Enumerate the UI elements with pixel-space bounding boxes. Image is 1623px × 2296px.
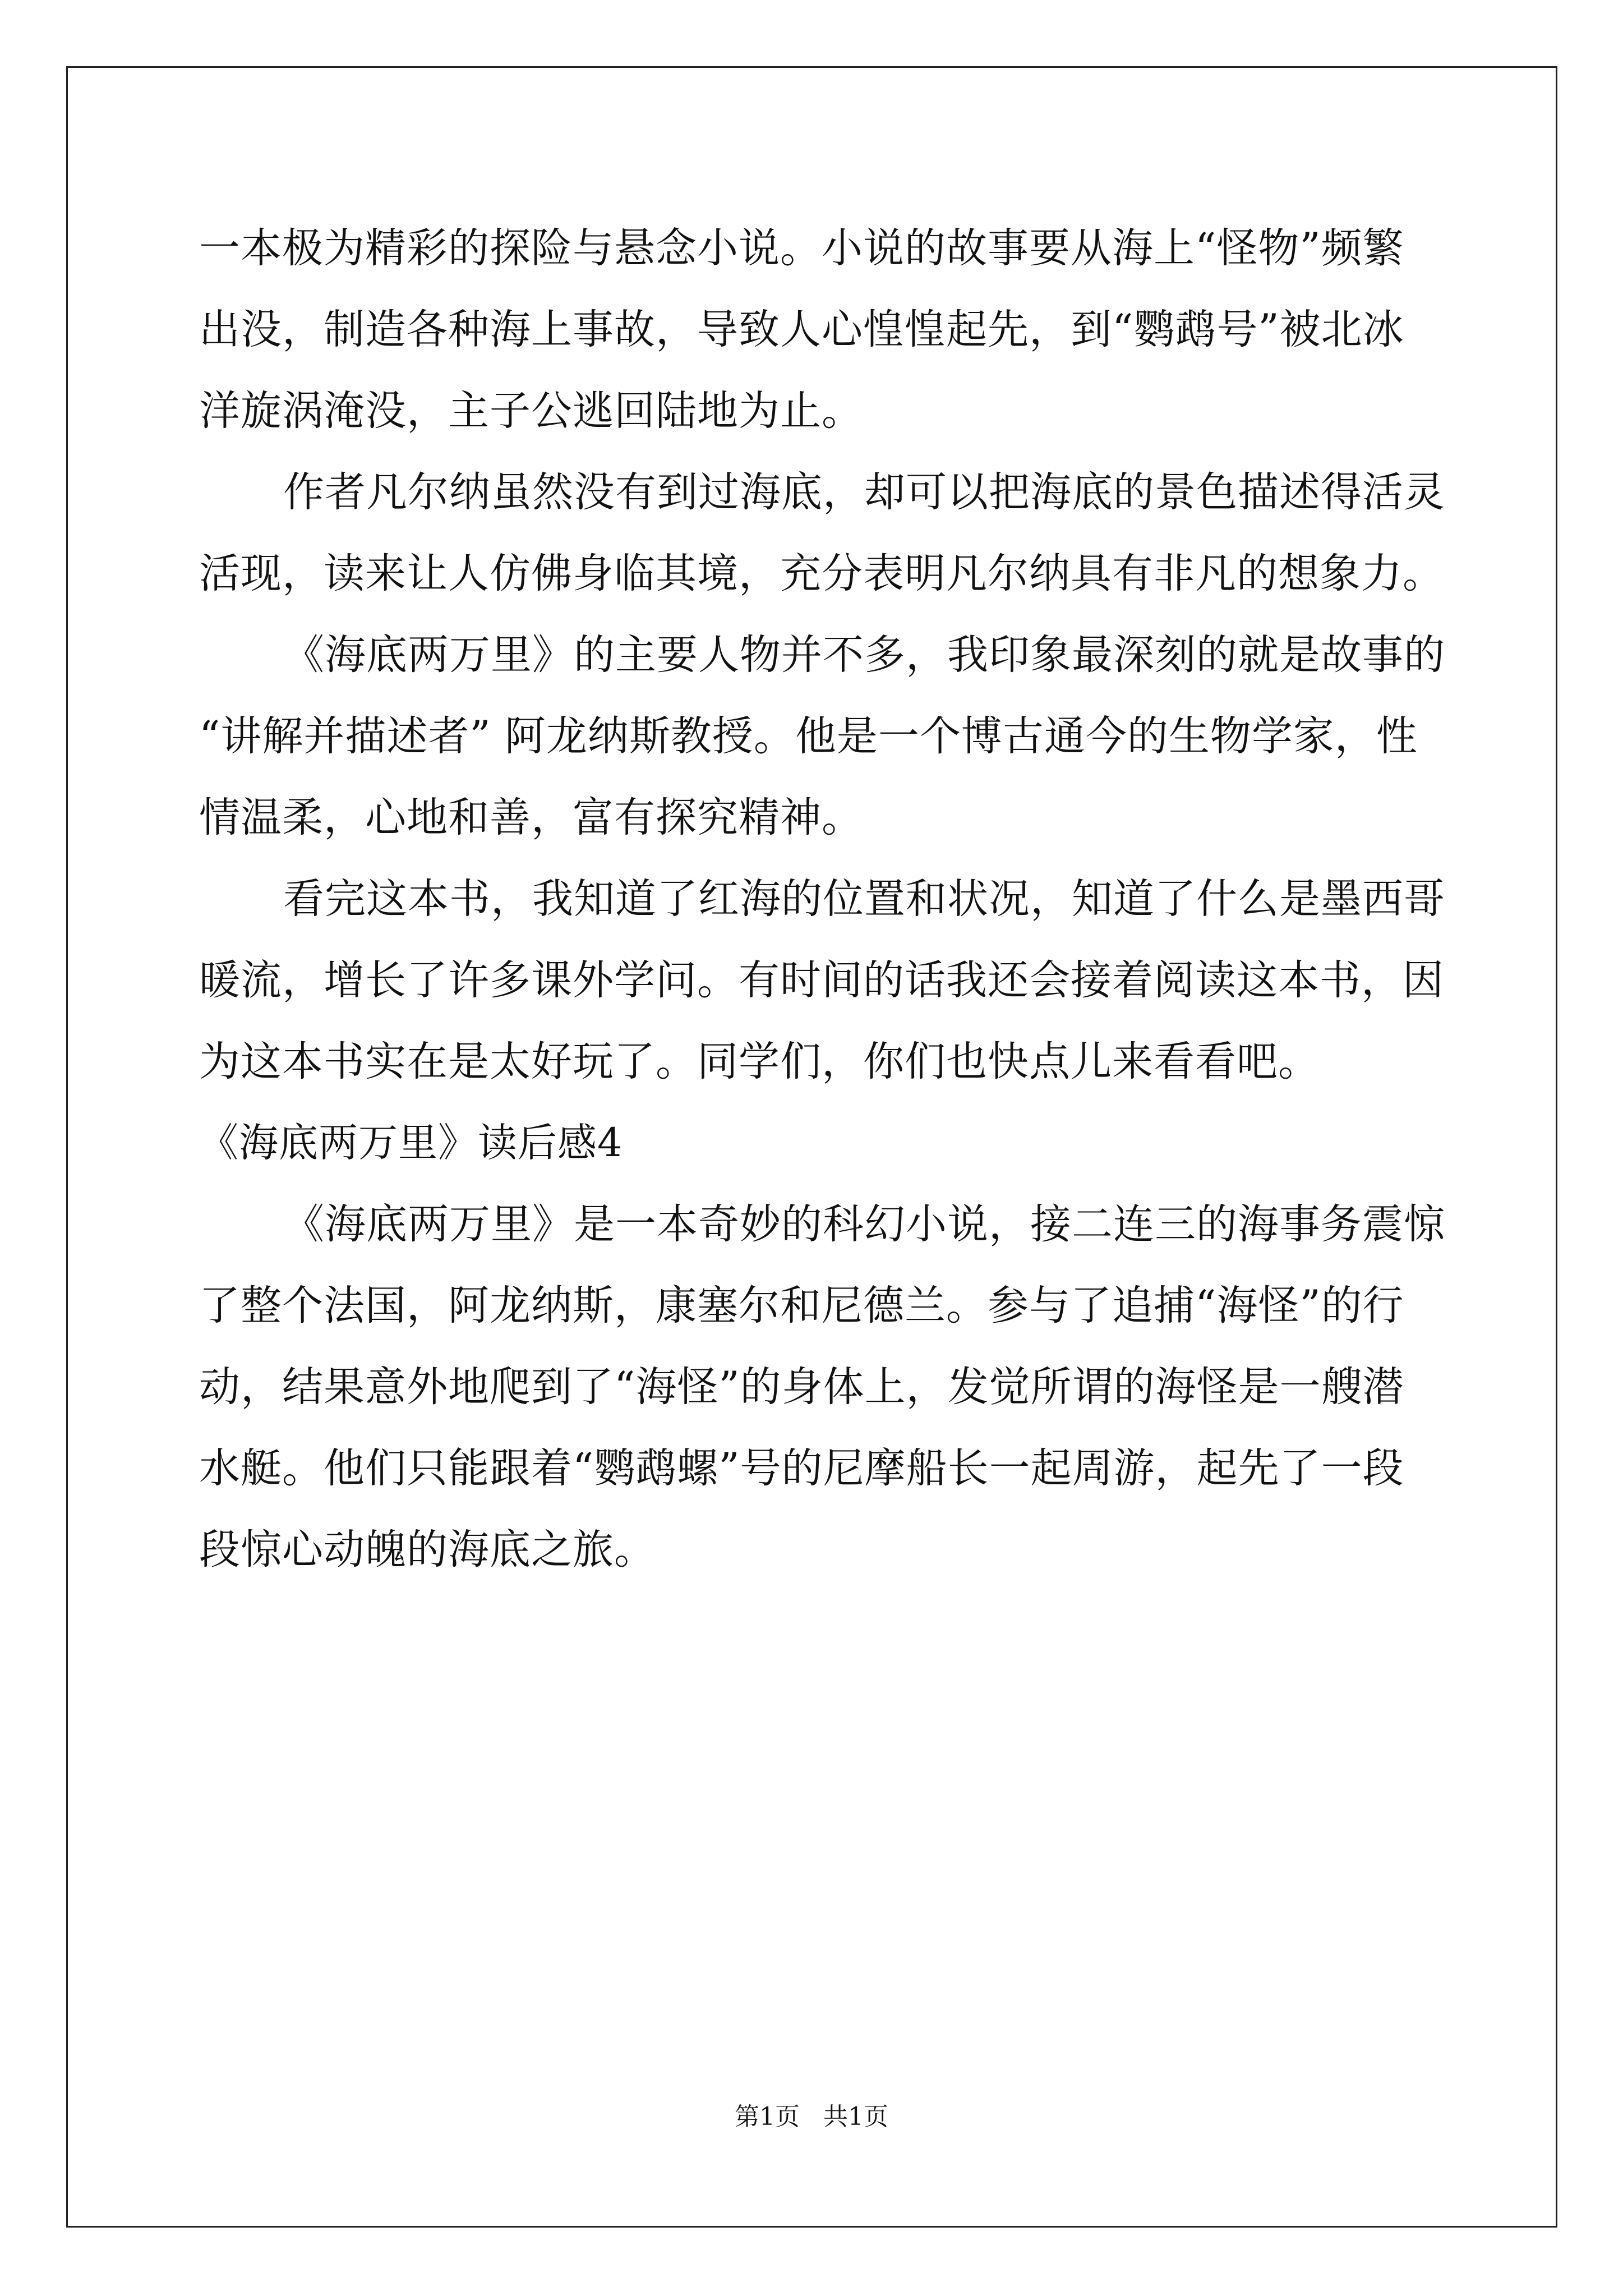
text-line: 看完这本书，我知道了红海的位置和状况，知道了什么是墨西哥 [283,875,1445,923]
text-line: 一本极为精彩的探险与悬念小说。小说的故事要从海上“怪物”频繁 [199,224,1404,272]
text-line: 暖流，增长了许多课外学问。有时间的话我还会接着阅读这本书，因 [199,956,1444,1004]
text-line: 洋旋涡淹没，主子公逃回陆地为止。 [199,387,863,435]
document-body [199,208,1445,1590]
text-line: 《海底两万里》是一本奇妙的科幻小说，接二连三的海事务震惊 [283,1200,1445,1248]
text-line: 《海底两万里》的主要人物并不多，我印象最深刻的就是故事的 [283,631,1445,679]
text-line: 活现，读来让人仿佛身临其境，充分表明凡尔纳具有非凡的想象力。 [199,550,1444,597]
text-line: 为这本书实在是太好玩了。同学们，你们也快点儿来看看吧。 [199,1038,1320,1085]
text-line: 动，结果意外地爬到了“海怪”的身体上，发觉所谓的海怪是一艘潜 [199,1363,1404,1411]
text-line: 出没，制造各种海上事故，导致人心惶惶起先，到“鹦鹉号”被北冰 [199,306,1404,353]
text-line: “讲解并描述者” 阿龙纳斯教授。他是一个博古通今的生物学家，性 [199,712,1418,760]
section-heading: 《海底两万里》读后感4 [199,1120,623,1166]
text-line: 作者凡尔纳虽然没有到过海底，却可以把海底的景色描述得活灵 [283,468,1445,516]
text-line: 情温柔，心地和善，富有探究精神。 [199,794,863,841]
text-line: 段惊心动魄的海底之旅。 [199,1526,656,1573]
text-line: 了整个法国，阿龙纳斯，康塞尔和尼德兰。参与了追捕“海怪”的行 [199,1282,1404,1329]
page-number-footer: 第1页 共1页 [735,2102,888,2131]
text-line: 水艇。他们只能跟着“鹦鹉螺”号的尼摩船长一起周游，起先了一段 [199,1444,1404,1492]
